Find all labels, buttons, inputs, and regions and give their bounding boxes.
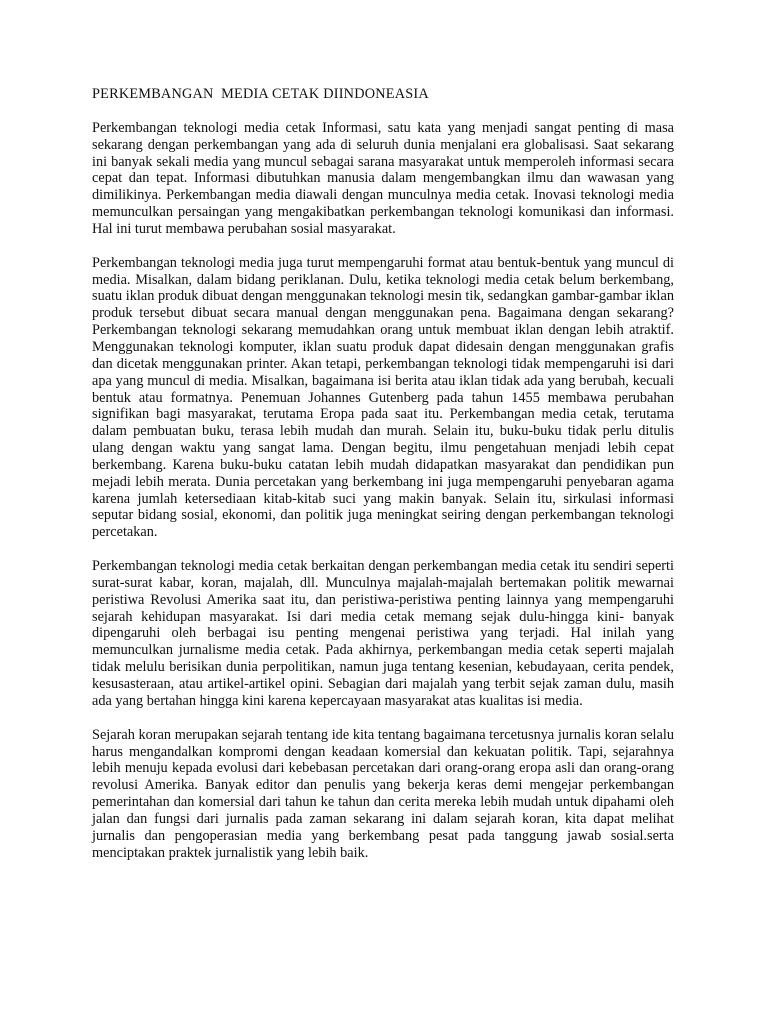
paragraph-2: Perkembangan teknologi media juga turut mempengaruhi format atau bentuk-bentuk yang muncul di media. Misalkan, dalam bidang periklanan. Dulu, ketika teknologi media cetak belum berkembang, suatu iklan produk dibuat dengan menggunakan teknologi mesin tik, sedangkan gambar-gambar iklan produk tersebut dibuat secara manual dengan menggunakan pena. Bagaimana dengan sekarang? Perkembangan teknologi sekarang memudahkan orang untuk membuat iklan dengan lebih atraktif. Menggunakan teknologi komputer, iklan suatu produk dapat didesain dengan menggunakan grafis dan dicetak menggunakan printer. Akan tetapi, perkembangan teknologi tidak mempengaruhi isi dari apa yang muncul di media. Misalkan, bagaimana isi berita atau iklan tidak ada yang berubah, kecuali bentuk atau formatnya. Penemuan Johannes Gutenberg pada tahun 1455 membawa perubahan signifikan bagi masyarakat, terutama Eropa pada saat itu. Perkembangan media cetak, terutama dalam pembuatan buku, terasa lebih mudah dan murah. Selain itu, buku-buku tidak perlu ditulis ulang dengan waktu yang sangat lama. Dengan begitu, ilmu pengetahuan menjadi lebih cepat berkembang. Karena buku-buku catatan lebih mudah didapatkan masyarakat dan pendidikan pun mejadi lebih merata. Dunia percetakan yang berkembang ini juga mempengaruhi penyebaran agama karena jumlah ketersediaan kitab-kitab suci yang makin banyak. Selain itu, sirkulasi informasi seputar bidang sosial, ekonomi, dan politik juga meningkat seiring dengan perkembangan teknologi percetakan. (92, 254, 674, 541)
paragraph-4: Sejarah koran merupakan sejarah tentang ide kita tentang bagaimana tercetusnya jurnalis koran selalu harus mengandalkan kompromi dengan keadaan komersial dan kekuatan politik. Tapi, sejarahnya lebih menuju kepada evolusi dari kebebasan percetakan dari orang-orang eropa asli dan orang-orang revolusi Amerika. Banyak editor dan penulis yang bekerja keras demi mengejar perkembangan pemerintahan dan komersial dari tahun ke tahun dan cerita mereka lebih mudah untuk dipahami oleh jalan dan fungsi dari jurnalis pada zaman sekarang ini dalam sejarah koran, kita dapat melihat jurnalis dan pengoperasian media yang berkembang pesat pada tanggung jawab sosial.serta menciptakan praktek jurnalistik yang lebih baik. (92, 726, 674, 861)
paragraph-1: Perkembangan teknologi media cetak Informasi, satu kata yang menjadi sangat penting di masa sekarang dengan perkembangan yang ada di seluruh dunia menjalani era globalisasi. Saat sekarang ini banyak sekali media yang muncul sebagai sarana masyarakat untuk memperoleh informasi secara cepat dan tepat. Informasi dibutuhkan manusia dalam mengembangkan ilmu dan wawasan yang dimilikinya. Perkembangan media diawali dengan munculnya media cetak. Inovasi teknologi media memunculkan persaingan yang mengakibatkan perkembangan teknologi komunikasi dan informasi. Hal ini turut membawa perubahan sosial masyarakat. (92, 119, 674, 237)
document-page (92, 86, 674, 878)
paragraph-3: Perkembangan teknologi media cetak berkaitan dengan perkembangan media cetak itu sendiri seperti surat-surat kabar, koran, majalah, dll. Munculnya majalah-majalah bertemakan politik mewarnai peristiwa Revolusi Amerika saat itu, dan peristiwa-peristiwa penting lainnya yang mempengaruhi sejarah kehidupan masyarakat. Isi dari media cetak memang sejak dulu-hingga kini- banyak dipengaruhi oleh berbagai isu penting mengenai peristiwa yang terjadi. Hal inilah yang memunculkan jurnalisme media cetak. Pada akhirnya, perkembangan media cetak seperti majalah tidak melulu berisikan dunia perpolitikan, namun juga tentang kesenian, kebudayaan, cerita pendek, kesusasteraan, atau artikel-artikel opini. Sebagian dari majalah yang terbit sejak zaman dulu, masih ada yang bertahan hingga kini karena kepercayaan masyarakat atas kualitas isi media. (92, 558, 674, 709)
document-title: PERKEMBANGAN MEDIA CETAK DIINDONEASIA (92, 86, 429, 102)
